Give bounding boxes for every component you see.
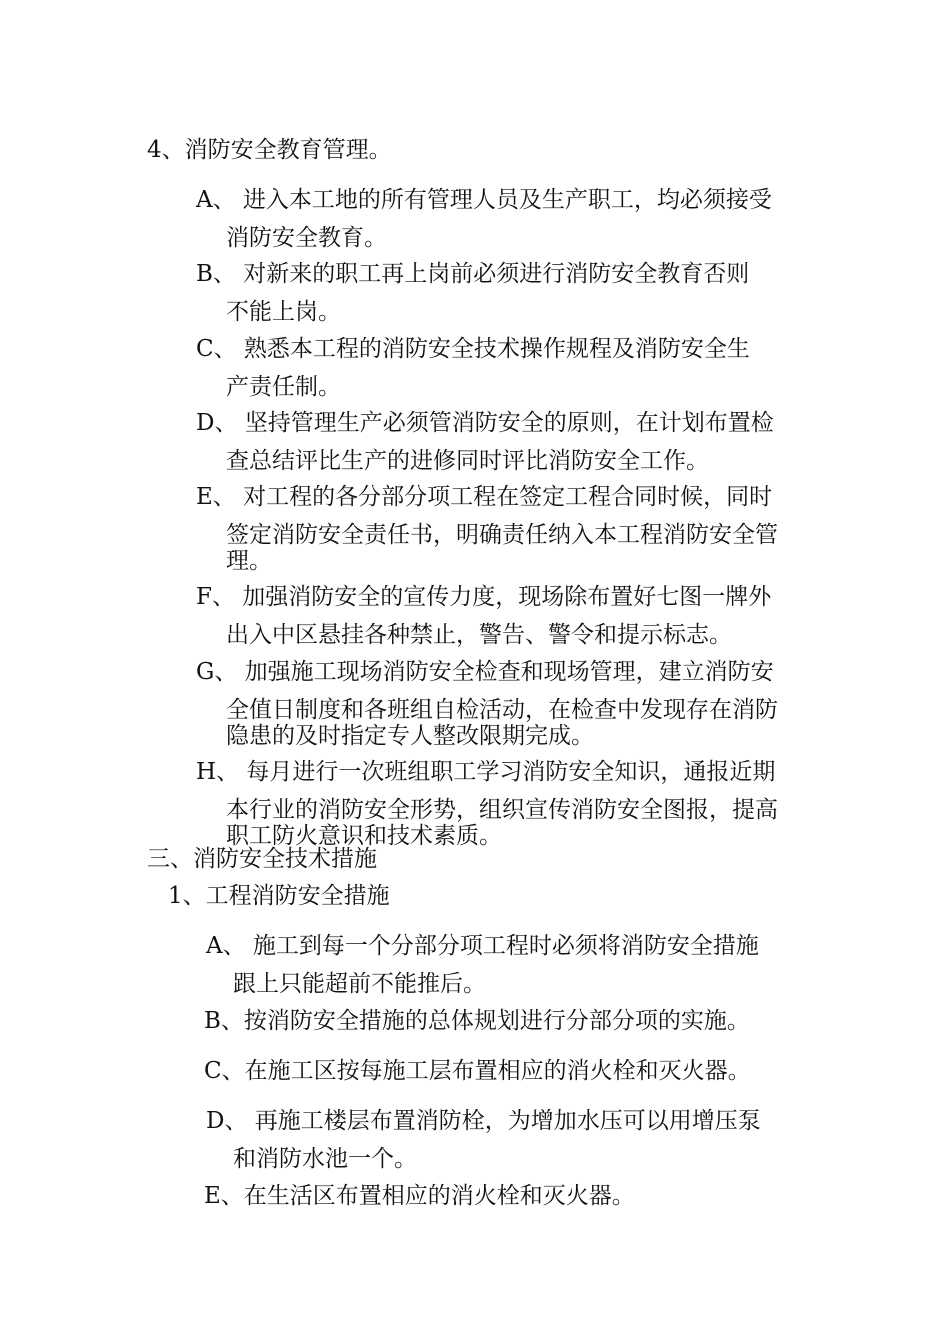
- measure-b: B、按消防安全措施的总体规划进行分部分项的实施。: [204, 1008, 750, 1034]
- item-f-line-1: F、 加强消防安全的宣传力度，现场除布置好七图一牌外: [196, 584, 772, 610]
- item-c-line-2: 产责任制。: [226, 374, 341, 400]
- item-d-line-2: 查总结评比生产的进修同时评比消防安全工作。: [226, 448, 709, 474]
- item-g-line-3: 隐患的及时指定专人整改限期完成。: [226, 723, 594, 749]
- section-4-heading: 4、消防安全教育管理。: [147, 137, 392, 163]
- item-h-line-1: H、 每月进行一次班组职工学习消防安全知识，通报近期: [196, 759, 776, 785]
- measure-d-line-2: 和消防水池一个。: [233, 1146, 417, 1172]
- item-c-line-1: C、 熟悉本工程的消防安全技术操作规程及消防安全生: [196, 336, 750, 362]
- item-d-line-1: D、 坚持管理生产必须管消防安全的原则，在计划布置检: [196, 410, 774, 436]
- item-a-line-1: A、 进入本工地的所有管理人员及生产职工，均必须接受: [196, 187, 772, 213]
- measure-a-line-2: 跟上只能超前不能推后。: [233, 971, 486, 997]
- item-g-line-1: G、 加强施工现场消防安全检查和现场管理，建立消防安: [196, 659, 774, 685]
- item-a-line-2: 消防安全教育。: [226, 225, 387, 251]
- item-e-line-1: E、 对工程的各分部分项工程在签定工程合同时候，同时: [196, 484, 773, 510]
- measure-c: C、在施工区按每施工层布置相应的消火栓和灭火器。: [204, 1058, 751, 1084]
- measure-d-line-1: D、 再施工楼层布置消防栓，为增加水压可以用增压泵: [206, 1108, 761, 1134]
- item-h-line-2: 本行业的消防安全形势，组织宣传消防安全图报，提高: [226, 797, 778, 823]
- item-e-line-2: 签定消防安全责任书，明确责任纳入本工程消防安全管: [226, 522, 778, 548]
- section-3-heading: 三、消防安全技术措施: [147, 846, 377, 872]
- item-h-line-3: 职工防火意识和技术素质。: [226, 823, 502, 849]
- item-b-line-1: B、 对新来的职工再上岗前必须进行消防安全教育否则: [196, 261, 750, 287]
- item-b-line-2: 不能上岗。: [226, 299, 341, 325]
- subsection-1-heading: 1、工程消防安全措施: [168, 883, 390, 909]
- measure-e: E、在生活区布置相应的消火栓和灭火器。: [204, 1183, 635, 1209]
- measure-a-line-1: A、 施工到每一个分部分项工程时必须将消防安全措施: [206, 933, 759, 959]
- item-g-line-2: 全值日制度和各班组自检活动，在检查中发现存在消防: [226, 697, 778, 723]
- item-f-line-2: 出入中区悬挂各种禁止，警告、警令和提示标志。: [226, 622, 732, 648]
- item-e-line-3: 理。: [226, 548, 272, 574]
